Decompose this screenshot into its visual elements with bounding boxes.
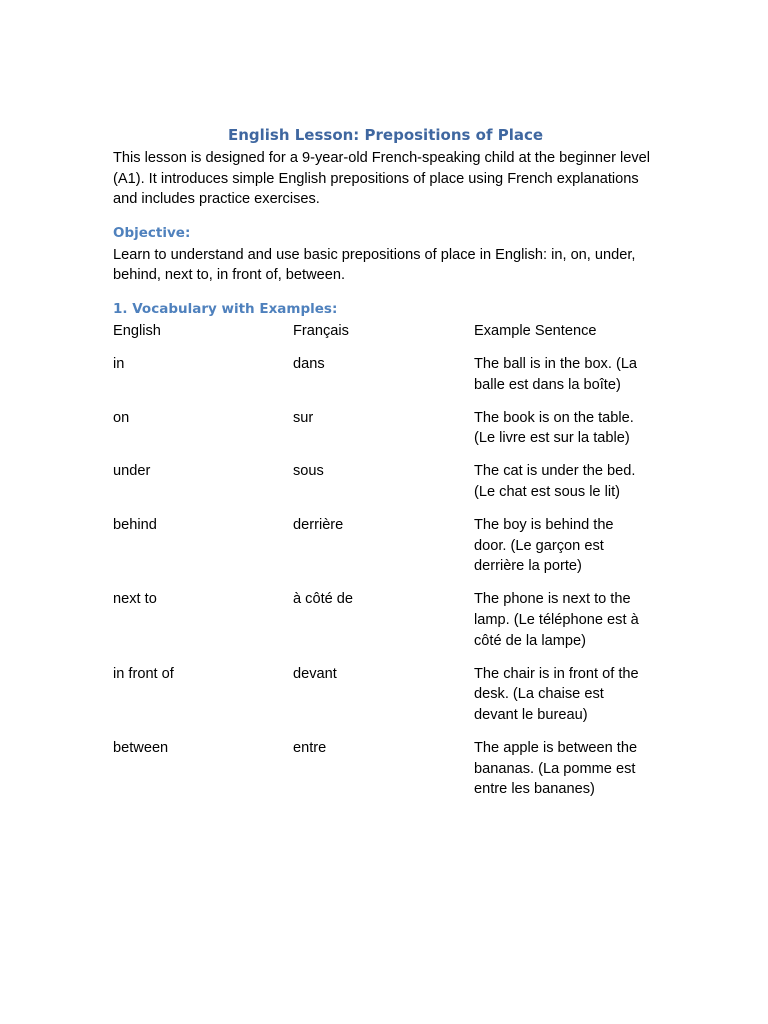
table-row: [113, 461, 658, 515]
french-cell: dans: [293, 356, 325, 373]
page-title: English Lesson: Prepositions of Place: [227, 126, 544, 144]
table-header-row: [113, 321, 658, 354]
english-cell: behind: [113, 517, 157, 534]
french-cell: à côté de: [293, 591, 354, 608]
vocabulary-table: [113, 321, 658, 812]
example-cell: The apple is between the bananas. (La pomme est entre les bananes): [474, 739, 638, 798]
table-row: [113, 408, 658, 462]
vocabulary-heading: 1. Vocabulary with Examples:: [113, 300, 338, 317]
objective-heading: Objective:: [113, 224, 191, 241]
english-cell: under: [113, 463, 151, 480]
table-row: [113, 738, 658, 812]
example-cell: The book is on the table. (Le livre est sur la table): [474, 409, 634, 447]
example-cell: The chair is in front of the desk. (La chaise est devant le bureau): [474, 665, 639, 723]
french-cell: sur: [293, 409, 314, 426]
table-row: [113, 664, 658, 738]
document-page: [113, 124, 658, 812]
example-cell: The ball is in the box. (La balle est dans la boîte): [474, 356, 638, 393]
table-row: [113, 589, 658, 663]
english-cell: in: [113, 356, 125, 373]
column-header-english: English: [113, 322, 161, 339]
french-cell: derrière: [293, 517, 344, 534]
column-header-example: Example Sentence: [474, 322, 597, 339]
example-cell: The boy is behind the door. (Le garçon est derrière la porte): [474, 517, 614, 575]
french-cell: sous: [293, 463, 324, 480]
example-cell: The phone is next to the lamp. (Le téléphone est à côté de la lampe): [474, 591, 639, 649]
french-cell: entre: [293, 739, 327, 756]
intro-paragraph: This lesson is designed for a 9-year-old French-speaking child at the beginner level (A1). It introduces simple English prepositions of place using French explanations and includes practice exercises.: [113, 150, 651, 208]
objective-paragraph: Learn to understand and use basic prepositions of place in English: in, on, under, behind, next to, in front of, between.: [113, 246, 636, 284]
french-cell: devant: [293, 665, 337, 682]
english-cell: on: [113, 409, 130, 426]
english-cell: in front of: [113, 665, 174, 682]
table-row: [113, 515, 658, 589]
english-cell: next to: [113, 591, 157, 608]
table-row: [113, 354, 658, 408]
column-header-french: Français: [293, 322, 349, 339]
example-cell: The cat is under the bed. (Le chat est sous le lit): [474, 463, 636, 501]
english-cell: between: [113, 739, 169, 756]
